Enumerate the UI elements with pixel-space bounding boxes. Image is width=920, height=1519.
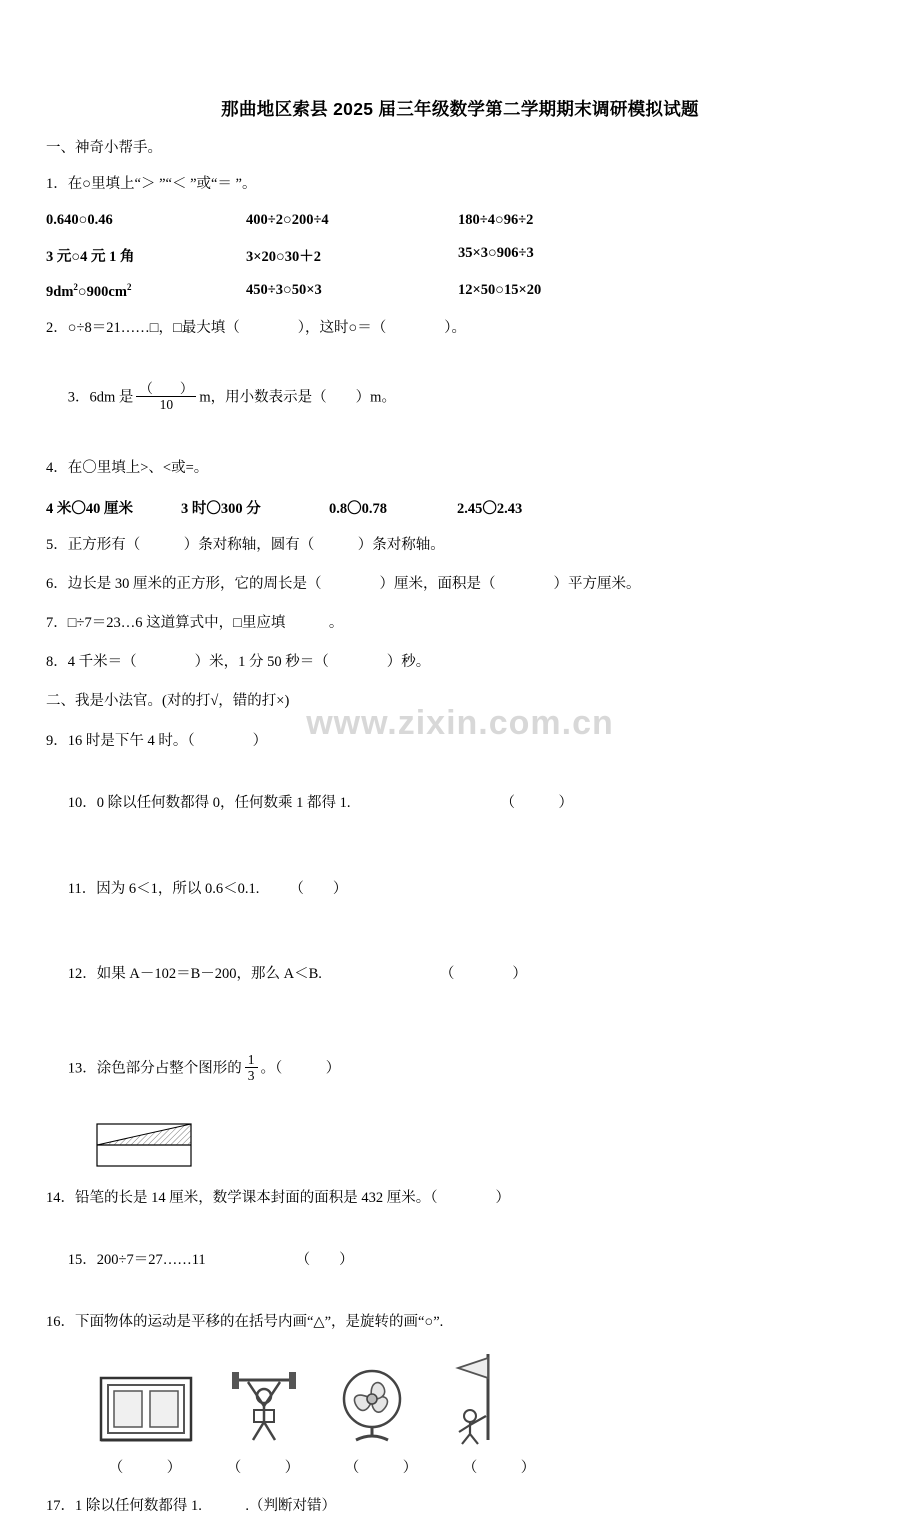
question-13 [46,1029,874,1108]
watermark-text: www.zixin.com.cn [306,704,614,742]
q10-answer-blank: （ ） [500,794,573,811]
rectangle-with-shaded-triangle-icon [96,1123,192,1167]
q16-blank-4: （ ） [462,1460,536,1477]
q16-blank-3: （ ） [344,1460,418,1477]
question-11 [46,854,874,924]
question-1-row-3 [46,282,874,301]
question-17: 17．1 除以任何数都得 1. .（判断对错） [46,1498,336,1515]
q13-suffix: 。（ ） [260,1060,341,1077]
page-title: 那曲地区索县 2025 届三年级数学第二学期期末调研模拟试题 [221,99,699,119]
section-heading-2: 二、我是小法官。(对的打√，错的打×) [46,693,290,710]
fraction-figure [96,1123,874,1167]
question-9: 9．16 时是下午 4 时。（ ） [46,732,268,749]
q1-r2-item-b: 3×20○30＋2 [246,249,322,266]
question-14: 14．铅笔的长是 14 厘米，数学课本封面的面积是 432 厘米。（ ） [46,1189,510,1206]
q1-r1-item-c: 180÷4○96÷2 [458,212,534,229]
q15-text: 15．200÷7＝27……11 [67,1251,206,1268]
q12-text: 12．如果 A－102＝B－200，那么 A＜B. [67,966,322,983]
q16-blank-2: （ ） [226,1460,300,1477]
q1-r1-item-b: 400÷2○200÷4 [246,212,329,229]
q1-r2-item-c: 35×3○906÷3 [458,245,534,262]
q3-prefix: 3．6dm 是 [67,389,134,406]
q13-prefix: 13．涂色部分占整个图形的 [67,1060,242,1077]
question-5: 5．正方形有（ ）条对称轴，圆有（ ）条对称轴。 [46,536,445,553]
q1-r1-item-a: 0.640○0.46 [46,212,113,229]
section-heading-1: 一、神奇小帮手。 [46,140,162,156]
q13-fraction-numerator: 1 [245,1052,258,1069]
question-16-answer-blanks [86,1456,874,1477]
exam-paper-page [0,96,920,1515]
q1-r2-item-a: 3 元○4 元 1 角 [46,249,135,266]
question-1: 1．在○里填上“＞ ”“＜ ”或“＝ ”。 [46,176,257,193]
page-content [0,96,920,1519]
question-8: 8．4 千米＝（ ）米，1 分 50 秒＝（ ）秒。 [46,654,431,671]
q10-text: 10．0 除以任何数都得 0，任何数乘 1 都得 1. [67,794,351,811]
question-7: 7．□÷7＝23…6 这道算式中，□里应填 。 [46,615,344,632]
q1-r3-item-a: $9dm^2○900cm^2$ [46,282,132,301]
question-1-row-2 [46,245,874,266]
question-15 [46,1226,874,1296]
q12-answer-blank: （ ） [439,966,527,983]
q1-r3-item-c: 12×50○15×20 [458,282,542,299]
question-4: 4．在〇里填上>、<或=。 [46,460,209,477]
flag-pole-icon [444,1352,510,1446]
q3-fraction-denominator: 10 [159,397,174,413]
q4-item-c: 0.8〇0.78 [329,500,387,517]
superscript-2: 2 [126,282,132,293]
question-10 [46,769,874,839]
q11-text: 11．因为 6＜1，所以 0.6＜0.1. [67,880,260,897]
q4-item-a: 4 米〇40 厘米 [46,500,133,517]
q15-answer-blank: （ ） [295,1251,354,1268]
q16-blank-1: （ ） [108,1460,182,1477]
q11-answer-blank: （ ） [289,880,348,897]
q4-item-d: 2.45〇2.43 [457,500,523,517]
superscript-2: 2 [73,282,78,293]
question-2: 2．○÷8＝21……□，□最大填（ ），这时○＝（ ）。 [46,320,466,337]
weightlifter-icon [228,1366,300,1446]
question-16: 16．下面物体的运动是平移的在括号内画“△”，是旋转的画“○”. [46,1314,444,1331]
q13-fraction [245,1052,258,1085]
q13-fraction-denominator: 3 [247,1068,255,1084]
electric-fan-icon [334,1366,410,1446]
q4-item-b: 3 时〇300 分 [181,500,261,517]
question-3 [46,358,874,437]
question-4-row [46,497,874,518]
motion-figures [98,1352,874,1446]
question-12 [46,940,874,1010]
q3-fraction-numerator: （ ） [136,381,196,398]
q1-r3-item-b: 450÷3○50×3 [246,282,322,299]
question-6: 6．边长是 30 厘米的正方形，它的周长是（ ）厘米，面积是（ ）平方厘米。 [46,575,641,592]
window-icon [98,1370,194,1446]
q3-suffix: m，用小数表示是（ ）m。 [199,389,396,406]
q3-fraction [136,381,196,414]
question-1-row-1 [46,212,874,229]
